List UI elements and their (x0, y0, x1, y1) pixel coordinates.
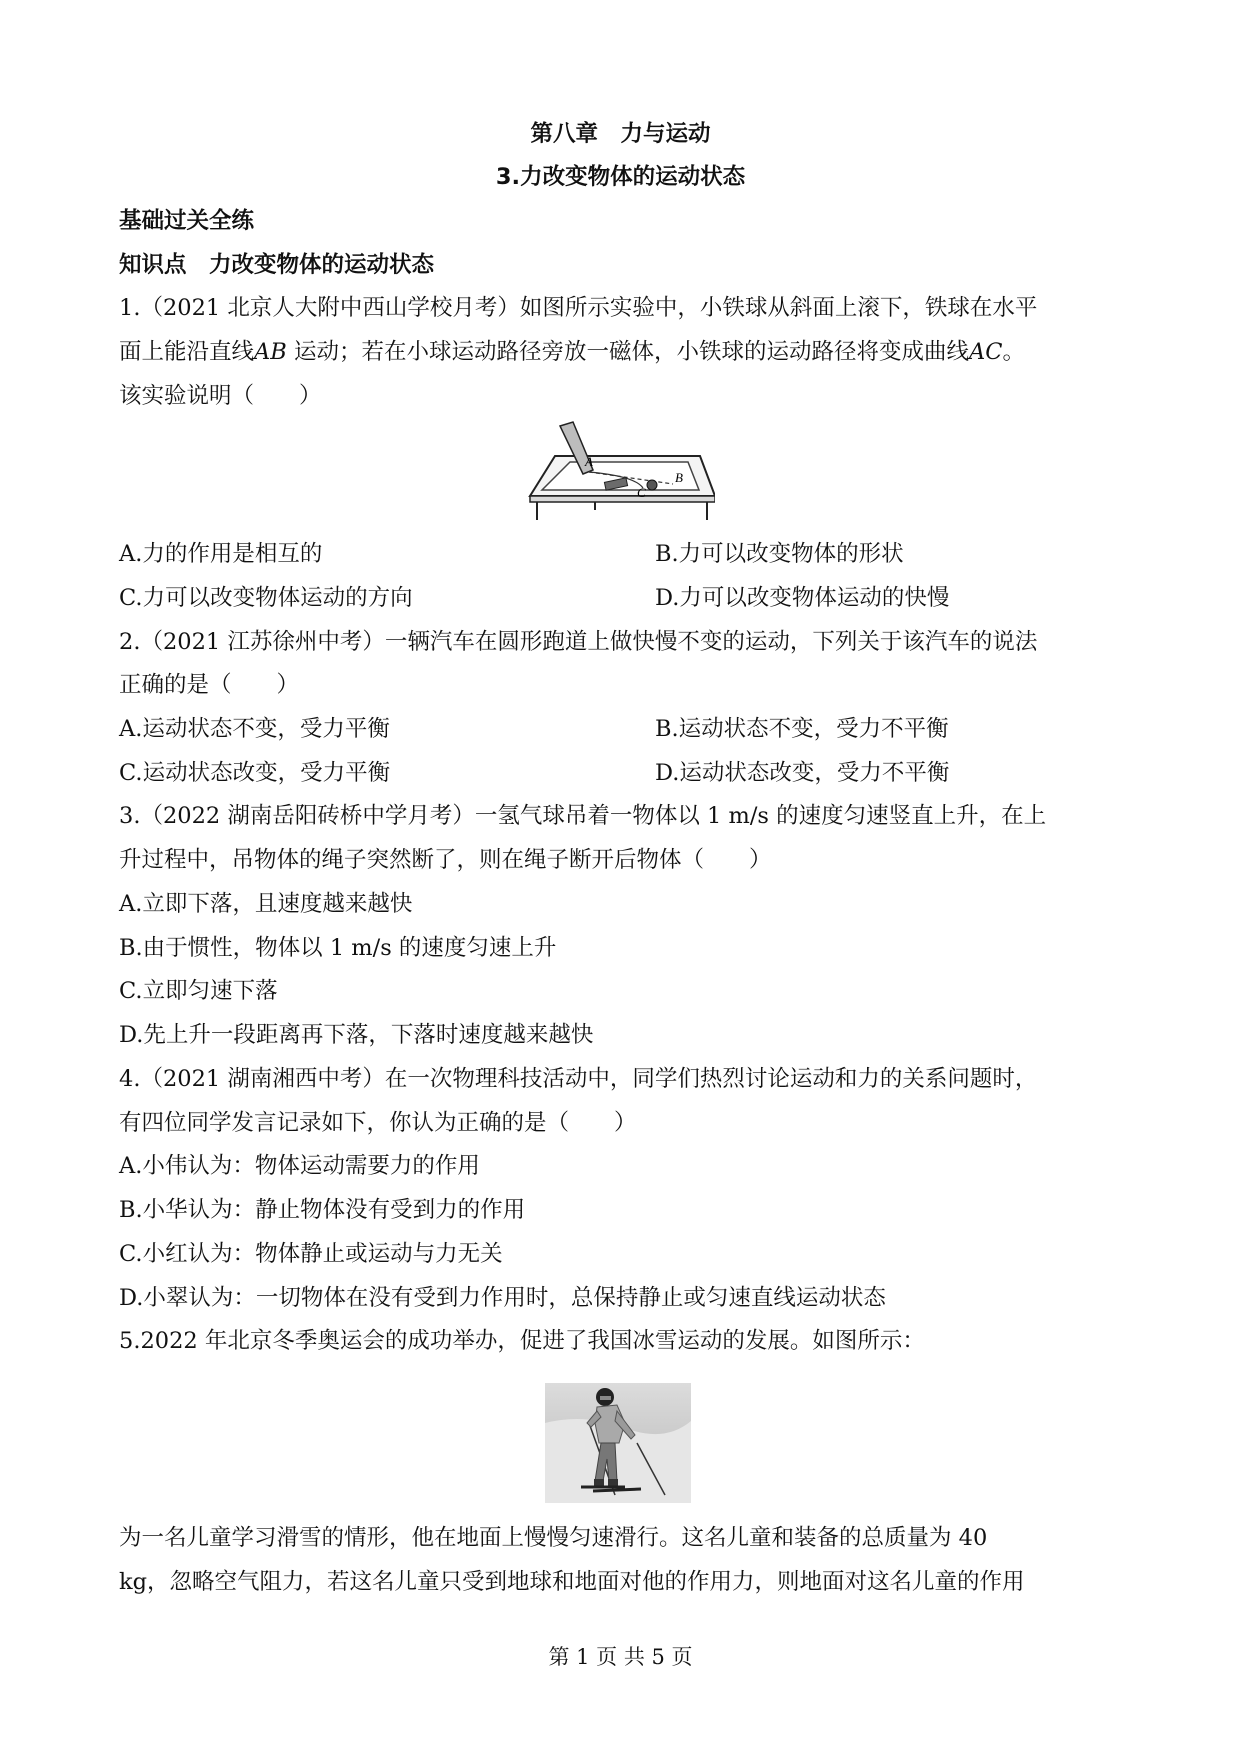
fig-label-c: C (637, 485, 646, 500)
q1-option-a: A.力的作用是相互的 (119, 541, 323, 567)
lesson-title: 3.力改变物体的运动状态 (495, 164, 746, 190)
q2-line1: 2.（2021 江苏徐州中考）一辆汽车在圆形跑道上做快慢不变的运动，下列关于该汽车的说法 (119, 629, 1038, 655)
q1-line2-a: 面上能沿直线 (119, 339, 255, 365)
q1-ab-label: AB (254, 339, 287, 365)
q1-line2-b: 运动；若在小球运动路径旁放一磁体，小铁球的运动路径将变成曲线 (286, 339, 969, 365)
q2-option-a: A.运动状态不变，受力平衡 (119, 716, 390, 742)
q3-option-c: C.立即匀速下落 (119, 978, 278, 1004)
fig-label-b: B (675, 470, 683, 485)
fig-label-a: A (585, 454, 593, 469)
q1-experiment-figure (525, 418, 715, 523)
page-footer: 第 1 页 共 5 页 (548, 1645, 693, 1669)
q3-line1: 3.（2022 湖南岳阳砖桥中学月考）一氢气球吊着一物体以 1 m/s 的速度匀速竖直上升，在上 (119, 803, 1047, 829)
q1-option-c: C.力可以改变物体运动的方向 (119, 585, 413, 611)
q1-option-d: D.力可以改变物体运动的快慢 (655, 585, 950, 611)
q3-option-a: A.立即下落，且速度越来越快 (119, 891, 413, 917)
knowledge-heading: 知识点 力改变物体的运动状态 (119, 252, 435, 278)
q1-line1: 1.（2021 北京人大附中西山学校月考）如图所示实验中，小铁球从斜面上滚下，铁球在水平 (119, 295, 1038, 321)
q4-option-a: A.小伟认为：物体运动需要力的作用 (119, 1153, 480, 1179)
q2-option-c: C.运动状态改变，受力平衡 (119, 760, 391, 786)
q4-line1: 4.（2021 湖南湘西中考）在一次物理科技活动中，同学们热烈讨论运动和力的关系问题时， (119, 1066, 1038, 1092)
q3-option-b: B.由于惯性，物体以 1 m/s 的速度匀速上升 (119, 935, 557, 961)
q1-line2-c: 。 (1002, 339, 1025, 365)
q2-option-b: B.运动状态不变，受力不平衡 (655, 716, 949, 742)
q5-skier-photo (545, 1383, 691, 1503)
q3-option-d: D.先上升一段距离再下落，下落时速度越来越快 (119, 1022, 594, 1048)
q1-line3: 该实验说明（ ） (119, 383, 322, 409)
q4-option-c: C.小红认为：物体静止或运动与力无关 (119, 1241, 503, 1267)
q5-line2: 为一名儿童学习滑雪的情形，他在地面上慢慢匀速滑行。这名儿童和装备的总质量为 40 (119, 1525, 988, 1551)
q1-option-b: B.力可以改变物体的形状 (655, 541, 904, 567)
q4-option-d: D.小翠认为：一切物体在没有受到力作用时，总保持静止或匀速直线运动状态 (119, 1285, 886, 1311)
q5-line3: kg，忽略空气阻力，若这名儿童只受到地球和地面对他的作用力，则地面对这名儿童的作用 (119, 1569, 1025, 1595)
q4-line2: 有四位同学发言记录如下，你认为正确的是（ ） (119, 1110, 637, 1136)
q1-line2 (119, 335, 1025, 369)
q2-line2: 正确的是（ ） (119, 672, 300, 698)
q4-option-b: B.小华认为：静止物体没有受到力的作用 (119, 1197, 526, 1223)
chapter-title: 第八章 力与运动 (530, 121, 711, 147)
q2-option-d: D.运动状态改变，受力不平衡 (655, 760, 950, 786)
q1-ac-label: AC (968, 339, 1003, 365)
q5-line1: 5.2022 年北京冬季奥运会的成功举办，促进了我国冰雪运动的发展。如图所示： (119, 1328, 925, 1354)
q3-line2: 升过程中，吊物体的绳子突然断了，则在绳子断开后物体（ ） (119, 847, 772, 873)
section-heading: 基础过关全练 (119, 208, 255, 234)
